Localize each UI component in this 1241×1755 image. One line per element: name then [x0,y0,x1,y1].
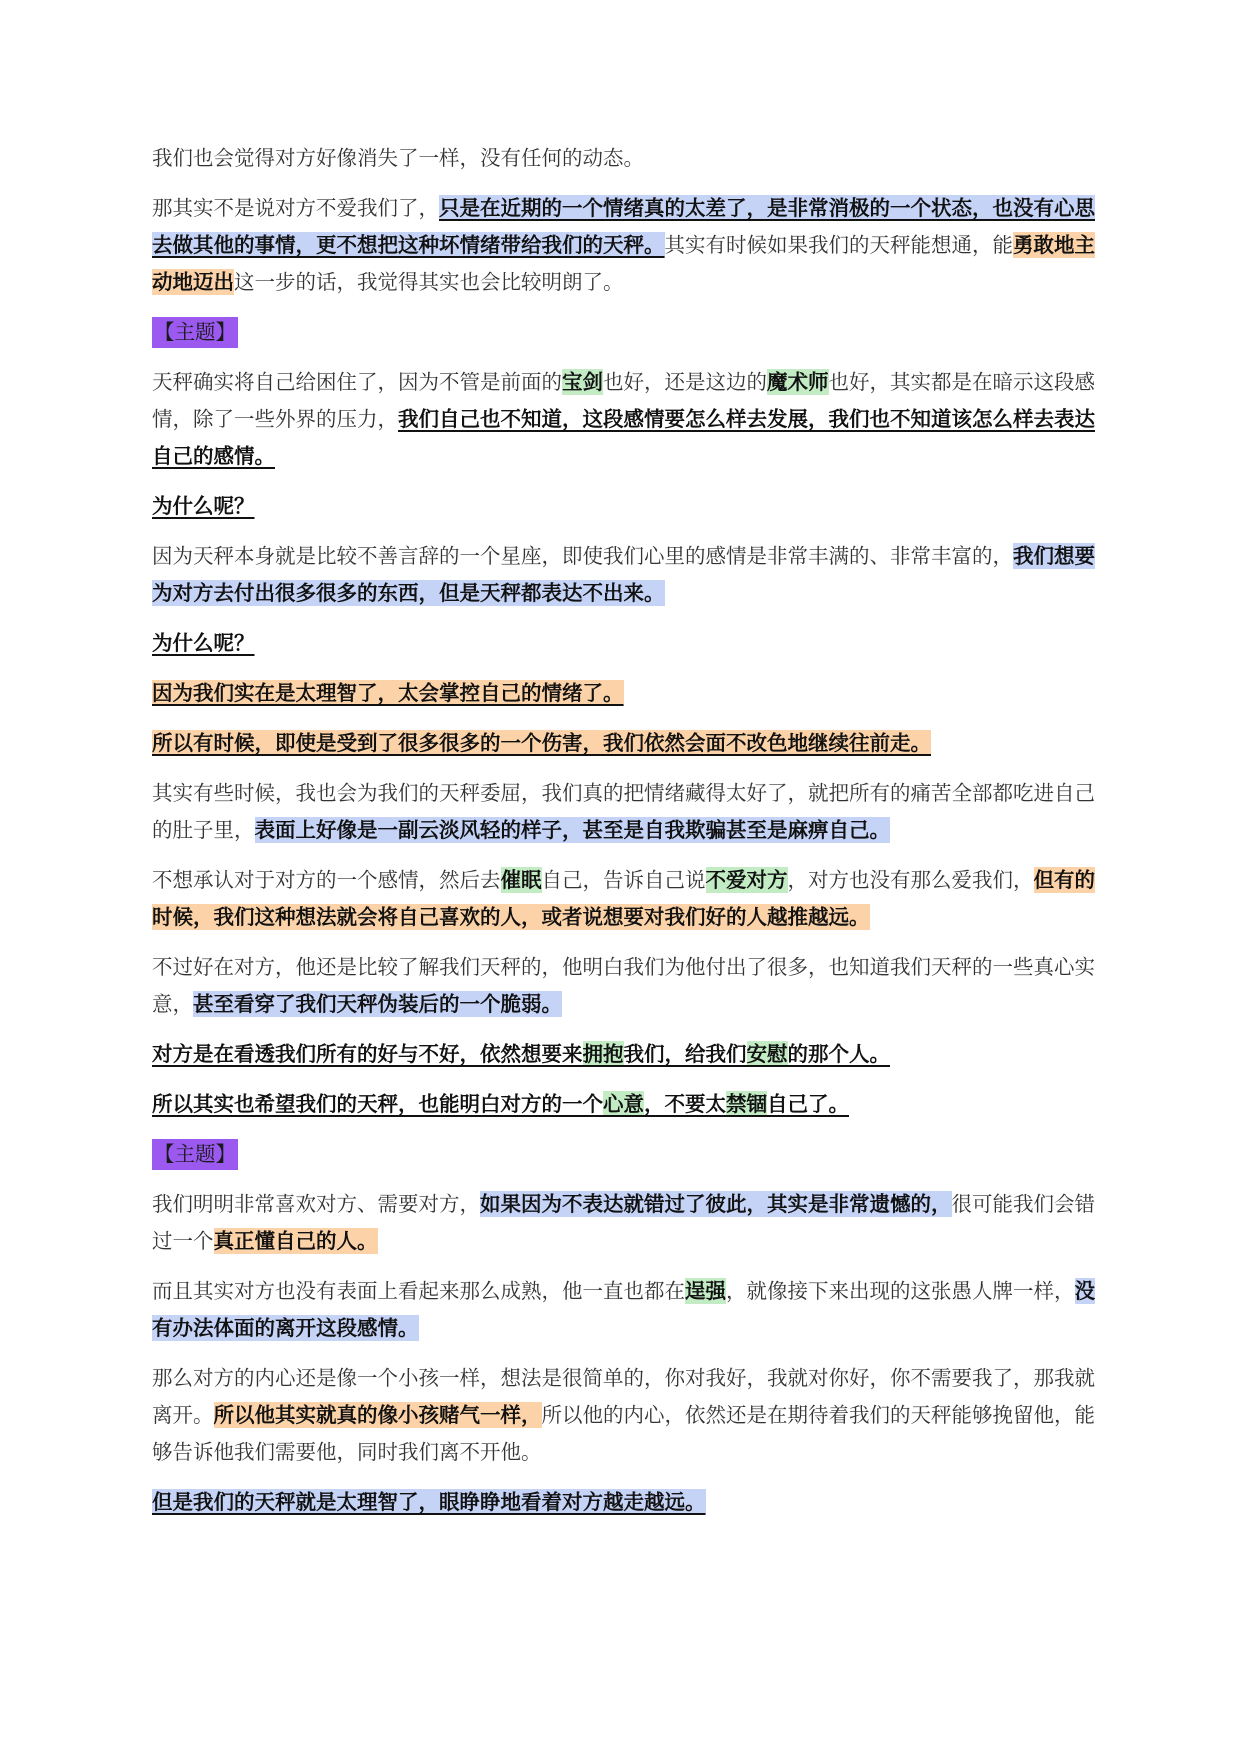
paragraph [152,488,1096,525]
text-segment: 自己了。 [767,1092,849,1116]
highlighted-text: 拥抱 [582,1042,624,1066]
text-segment: 而且其实对方也没有表面上看起来那么成熟，他一直也都在 [152,1279,685,1303]
paragraph [152,1186,1096,1260]
highlighted-text: 我们想要为对方去付出很多很多的东西，但是天秤都表达不出来。 [152,544,1095,605]
paragraph [152,1360,1096,1471]
highlighted-text: 但有的时候，我们这种想法就会将自己喜欢的人，或者说想要对我们好的人越推越远。 [152,868,1095,929]
text-segment: 的那个人。 [787,1042,890,1066]
text-segment: 这一步的话，我觉得其实也会比较明朗了。 [234,270,624,294]
text-segment: 所以其实也希望我们的天秤，也能明白对方的一个 [152,1092,603,1116]
paragraph [152,190,1096,301]
paragraph [152,364,1096,475]
paragraph [152,140,1096,177]
highlighted-text: 所以他其实就真的像小孩赌气一样， [213,1403,542,1427]
highlighted-text: 但是我们的天秤就是太理智了，眼睁睁地看着对方越走越远。 [152,1490,706,1514]
text-segment: 也好，还是这边的 [603,370,767,394]
text-segment: 对方是在看透我们所有的好与不好，依然想要来 [152,1042,583,1066]
text-segment: 不想承认对于对方的一个感情，然后去 [152,868,501,892]
text-segment: 因为天秤本身就是比较不善言辞的一个星座，即使我们心里的感情是非常丰满的、非常丰富的， [152,544,1013,568]
text-segment: 我们也会觉得对方好像消失了一样，没有任何的动态。 [152,146,644,170]
highlighted-text: 不爱对方 [705,868,788,892]
highlighted-text: 心意 [603,1092,644,1116]
highlighted-text: 魔术师 [767,370,829,394]
paragraph [152,862,1096,936]
paragraph [152,625,1096,662]
text-segment: 其实有些时候，我也会为我们的天秤委屈，我们真的把情绪藏得太好了，就把所有的痛苦全部都吃进自己的肚子里， [152,781,1095,842]
text-segment: ，不要太 [644,1092,726,1116]
paragraph [152,725,1096,762]
topic-tag: 【主题】 [152,317,238,348]
text-segment: 我们，给我们 [623,1042,747,1066]
highlighted-text: 安慰 [746,1042,788,1066]
text-segment: 自己，告诉自己说 [541,868,706,892]
highlighted-text: 勇敢地主动地迈出 [152,233,1095,294]
text-segment: 那么对方的内心还是像一个小孩一样，想法是很简单的，你对我好，我就对你好，你不需要我了，那我就离开。 [152,1366,1095,1427]
highlighted-text: 如果因为不表达就错过了彼此，其实是非常遗憾的， [480,1192,952,1216]
text-segment: 也好，其实都是在暗示这段感情，除了一些外界的压力， [152,370,1095,431]
highlighted-text: 催眠 [500,868,542,892]
paragraph [152,1086,1096,1123]
paragraph [152,1484,1096,1521]
paragraph [152,949,1096,1023]
highlighted-text: 宝剑 [562,370,603,394]
highlighted-text: 甚至看穿了我们天秤伪装后的一个脆弱。 [193,992,562,1016]
text-segment: 那其实不是说对方不爱我们了， [152,196,439,220]
text-segment: 天秤确实将自己给困住了，因为不管是前面的 [152,370,562,394]
highlighted-text: 表面上好像是一副云淡风轻的样子，甚至是自我欺骗甚至是麻痹自己。 [254,818,890,842]
highlighted-text: 因为我们实在是太理智了，太会掌控自己的情绪了。 [152,681,624,705]
text-segment: 为什么呢？ [152,494,255,518]
highlighted-text: 只是在近期的一个情绪真的太差了，是非常消极的一个状态，也没有心思去做其他的事情，更不想把这种坏情绪带给我们的天秤。 [152,196,1095,257]
text-segment: 为什么呢？ [152,631,255,655]
text-segment: 所以他的内心，依然还是在期待着我们的天秤能够挽留他，能够告诉他我们需要他，同时我们离不开他。 [152,1403,1095,1464]
topic-tag-paragraph [152,1136,1096,1173]
paragraph [152,1036,1096,1073]
text-segment: 我们明明非常喜欢对方、需要对方， [152,1192,480,1216]
paragraph [152,675,1096,712]
text-segment: 很可能我们会错过一个 [152,1192,1095,1253]
topic-tag-paragraph [152,314,1096,351]
highlighted-text: 真正懂自己的人。 [213,1229,378,1253]
text-segment: 不过好在对方，他还是比较了解我们天秤的，他明白我们为他付出了很多，也知道我们天秤的一些真心实意， [152,955,1095,1016]
highlighted-text: 逞强 [685,1279,726,1303]
paragraph [152,775,1096,849]
text-segment: ，就像接下来出现的这张愚人牌一样， [726,1279,1075,1303]
topic-tag: 【主题】 [152,1139,238,1170]
highlighted-text: 没有办法体面的离开这段感情。 [152,1279,1095,1340]
text-segment: ，对方也没有那么爱我们， [787,868,1034,892]
text-segment: 其实有时候如果我们的天秤能想通，能 [664,233,1013,257]
document-body [152,140,1096,1534]
text-segment: 我们自己也不知道，这段感情要怎么样去发展，我们也不知道该怎么样去表达自己的感情。 [152,407,1095,468]
paragraph [152,1273,1096,1347]
highlighted-text: 禁锢 [726,1092,767,1116]
paragraph [152,538,1096,612]
highlighted-text: 所以有时候，即使是受到了很多很多的一个伤害，我们依然会面不改色地继续往前走。 [152,731,931,755]
